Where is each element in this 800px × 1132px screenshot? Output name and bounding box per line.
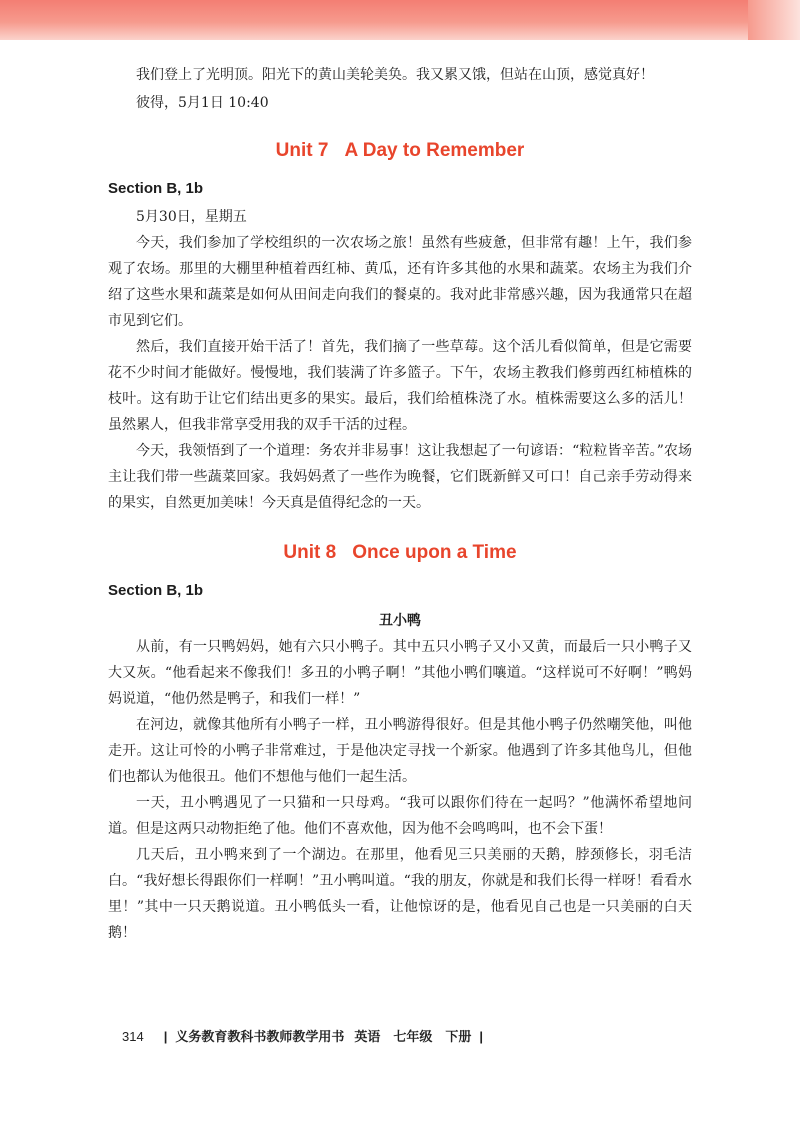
header-band xyxy=(0,0,800,40)
unit7-name: A Day to Remember xyxy=(344,140,525,161)
unit7-paragraph: 然后，我们直接开始干活了！首先，我们摘了一些草莓。这个活儿看似简单，但是它需要花不少时间才能做好。慢慢地，我们装满了许多篮子。下午，农场主教我们修剪西红柿植株的枝叶。这有助于让它们结出更多的果实。最后，我们给植株浇了水。植株需要这么多的活儿！虽然累人，但我非常享受用我的双手干活的过程。 xyxy=(108,339,692,433)
intro-paragraph: 我们登上了光明顶。阳光下的黄山美轮美奂。我又累又饿，但站在山顶，感觉真好！ xyxy=(136,67,654,83)
book-title: 义务教育教科书教师教学用书 xyxy=(175,1029,345,1044)
unit7-number: Unit 7 xyxy=(275,140,329,161)
unit7-section-label: Section B, 1b xyxy=(108,180,204,197)
footer-separator: | xyxy=(163,1029,168,1044)
unit8-paragraph: 一天，丑小鸭遇见了一只猫和一只母鸡。“我可以跟你们待在一起吗？”他满怀希望地问道。但是这两只动物拒绝了他。他们不喜欢他，因为他不会鸣鸣叫，也不会下蛋！ xyxy=(108,795,692,837)
footer-separator: | xyxy=(479,1029,484,1044)
intro-signature: 彼得，5月1日 10:40 xyxy=(136,95,269,111)
diary-date: 5月30日，星期五 xyxy=(136,209,247,225)
unit8-paragraph: 从前，有一只鸭妈妈，她有六只小鸭子。其中五只小鸭子又小又黄，而最后一只小鸭子又大又灰。“他看起来不像我们！多丑的小鸭子啊！”其他小鸭们嚷道。“这样说可不好啊！”鸭妈妈说道，“他仍然是鸭子，和我们一样！” xyxy=(108,639,692,707)
page-content xyxy=(0,40,800,946)
story-title: 丑小鸭 xyxy=(379,613,421,629)
book-subject: 英语 七年级 下册 xyxy=(354,1029,472,1044)
unit7-paragraph: 今天，我们参加了学校组织的一次农场之旅！虽然有些疲惫，但非常有趣！上午，我们参观了农场。那里的大棚里种植着西红柿、黄瓜，还有许多其他的水果和蔬菜。农场主为我们介绍了这些水果和蔬菜是如何从田间走向我们的餐桌的。我对此非常感兴趣，因为我通常只在超市见到它们。 xyxy=(108,235,692,329)
unit8-section-label: Section B, 1b xyxy=(108,582,204,599)
unit8-number: Unit 8 xyxy=(283,542,337,563)
unit8-title xyxy=(0,540,800,566)
unit8-paragraph: 几天后，丑小鸭来到了一个湖边。在那里，他看见三只美丽的天鹅，脖颈修长，羽毛洁白。“我好想长得跟你们一样啊！”丑小鸭叫道。“我的朋友，你就是和我们长得一样呀！看看水里！”其中一只天鹅说道。丑小鸭低头一看，让他惊讶的是，他看见自己也是一只美丽的白天鹅！ xyxy=(108,847,692,941)
unit8-name: Once upon a Time xyxy=(352,542,517,563)
unit7-title xyxy=(0,138,800,164)
unit7-paragraph: 今天，我领悟到了一个道理：务农并非易事！这让我想起了一句谚语：“粒粒皆辛苦。”农场主让我们带一些蔬菜回家。我妈妈煮了一些作为晚餐，它们既新鲜又可口！自己亲手劳动得来的果实，自然更加美味！今天真是值得纪念的一天。 xyxy=(108,443,692,511)
page-number: 314 xyxy=(122,1029,144,1044)
header-band-edge xyxy=(748,0,800,40)
page-footer xyxy=(122,1026,491,1045)
unit8-paragraph: 在河边，就像其他所有小鸭子一样，丑小鸭游得很好。但是其他小鸭子仍然嘲笑他，叫他走开。这让可怜的小鸭子非常难过，于是他决定寻找一个新家。他遇到了许多其他鸟儿，但他们也都认为他很丑。他们不想他与他们一起生活。 xyxy=(108,717,692,785)
